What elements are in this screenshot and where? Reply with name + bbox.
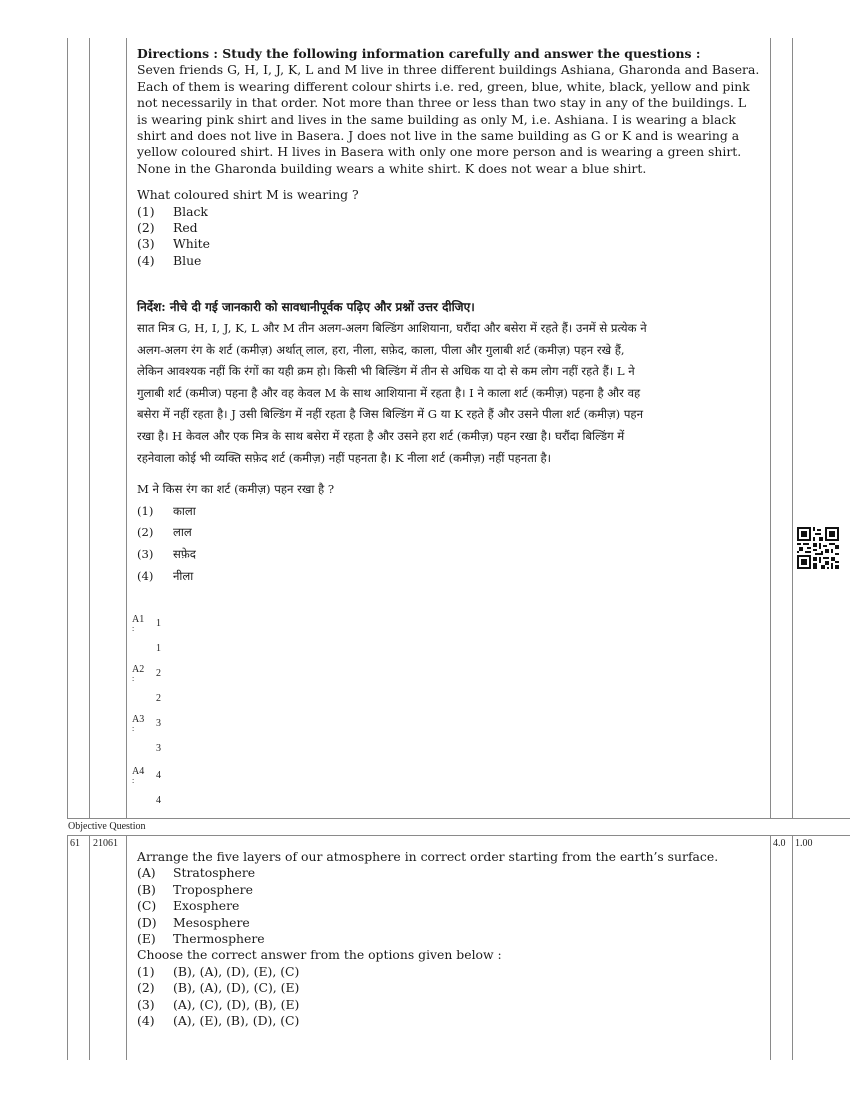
option xyxy=(137,980,769,996)
option xyxy=(137,220,767,236)
question-1-english xyxy=(137,46,767,269)
question-marks: 4.0 xyxy=(773,838,786,849)
list-item xyxy=(137,865,769,881)
option-number: (1) xyxy=(137,503,154,518)
item-letter: (A) xyxy=(137,865,156,881)
option-text: White xyxy=(173,236,210,252)
option-number: (3) xyxy=(137,546,154,561)
option xyxy=(137,964,769,980)
grid-line xyxy=(770,835,771,1060)
answer-value: 1 xyxy=(156,618,161,629)
list-item xyxy=(137,898,769,914)
section-label: Objective Question xyxy=(68,821,146,832)
option-text: लाल xyxy=(173,525,192,540)
option-text: (B), (A), (D), (E), (C) xyxy=(173,963,300,979)
option-text: Red xyxy=(173,220,198,236)
answer-value: 4 xyxy=(156,795,161,806)
hindi-option xyxy=(137,544,769,566)
option-number: (1) xyxy=(137,203,155,219)
hindi-question-text: M ने किस रंग का शर्ट (कमीज़) पहन रखा है ? xyxy=(137,482,335,497)
grid-line xyxy=(67,835,850,836)
hindi-passage-line: सात मित्र G, H, I, J, K, L और M तीन अलग-अलग बिल्डिंग आशियाना, घरौंदा और बसेरा में रहते हैं। उनमें से प्रत्येक ने xyxy=(137,321,647,335)
question-serial: 61 xyxy=(70,838,80,849)
hindi-option xyxy=(137,522,769,544)
answer-value: 3 xyxy=(156,718,161,729)
hindi-passage-line: गुलाबी शर्ट (कमीज) पहना है और वह केवल M के साथ आशियाना में रहता है। I ने काला शर्ट (कमीज़) पहना है और वह xyxy=(137,385,641,400)
passage-line: not necessarily in that order. Not more than three or less than two stay in any of the buildings. L xyxy=(137,95,747,111)
answer-colon: : xyxy=(132,724,135,733)
grid-line xyxy=(792,835,793,1060)
passage-line: None in the Gharonda building wears a white shirt. K does not wear a blue shirt. xyxy=(137,160,647,176)
question-2 xyxy=(137,849,769,1029)
passage-line: is wearing pink shirt and lives in the same building as only M, i.e. Ashiana. I is wearing a black xyxy=(137,111,736,127)
passage-line: yellow coloured shirt. H lives in Basera with only one more person and is wearing a green shirt. xyxy=(137,144,742,160)
answer-colon: : xyxy=(132,776,135,785)
item-letter: (E) xyxy=(137,931,156,947)
grid-line xyxy=(770,38,771,818)
option-text: (A), (C), (D), (B), (E) xyxy=(173,996,300,1012)
option xyxy=(137,204,767,220)
question-negative-marks: 1.00 xyxy=(795,838,813,849)
answer-label: A2 xyxy=(132,664,145,675)
item-letter: (C) xyxy=(137,898,157,914)
item-text: Thermosphere xyxy=(173,931,265,947)
list-item xyxy=(137,931,769,947)
qr-code-icon xyxy=(797,527,839,569)
item-letter: (D) xyxy=(137,914,157,930)
question-id: 21061 xyxy=(93,838,118,849)
grid-line xyxy=(67,818,850,819)
answer-colon: : xyxy=(132,624,135,633)
grid-line xyxy=(792,38,793,818)
option-text: Black xyxy=(173,203,208,219)
option-text: सफ़ेद xyxy=(173,546,196,561)
option-text: नीला xyxy=(173,568,194,583)
answer-label: A1 xyxy=(132,614,145,625)
option-number: (3) xyxy=(137,236,155,252)
option-number: (3) xyxy=(137,996,155,1012)
answer-value: 4 xyxy=(156,770,161,781)
option-number: (2) xyxy=(137,980,155,996)
item-letter: (B) xyxy=(137,881,156,897)
answer-colon: : xyxy=(132,674,135,683)
option-text: (B), (A), (D), (C), (E) xyxy=(173,980,300,996)
option-number: (1) xyxy=(137,963,155,979)
hindi-directions-title: निर्देश: नीचे दी गई जानकारी को सावधानीपूर्वक पढ़िए और प्रश्नों उत्तर दीजिए। xyxy=(137,300,475,314)
option-text: काला xyxy=(173,503,196,518)
answer-value: 2 xyxy=(156,693,161,704)
question-text: What coloured shirt M is wearing ? xyxy=(137,187,359,203)
hindi-passage-line: रखा है। H केवल और एक मित्र के साथ बसेरा में रहता है और उसने हरा शर्ट (कमीज़) पहन रखा है। घरौंदा बिल्डिंग में xyxy=(137,428,625,443)
option xyxy=(137,253,767,269)
item-text: Exosphere xyxy=(173,898,240,914)
hindi-option xyxy=(137,501,769,523)
passage-line: Each of them is wearing different colour shirts i.e. red, green, blue, white, black, yellow and pink xyxy=(137,78,750,94)
grid-line xyxy=(89,835,90,1060)
hindi-passage-line: लेकिन आवश्यक नहीं कि रंगों का यही क्रम हो। किसी भी बिल्डिंग में तीन से अधिक या दो से कम लोग नहीं रहते हैं। L ने xyxy=(137,364,635,379)
list-item xyxy=(137,915,769,931)
hindi-passage-line: अलग-अलग रंग के शर्ट (कमीज़) अर्थात् लाल, हरा, नीला, सफ़ेद, काला, पीला और गुलाबी शर्ट (कमीज़) पहन रखे हैं, xyxy=(137,342,625,357)
hindi-option xyxy=(137,566,769,588)
question-1-hindi xyxy=(137,296,769,587)
answer-value: 2 xyxy=(156,668,161,679)
item-text: Mesosphere xyxy=(173,914,250,930)
answer-label: A4 xyxy=(132,766,145,777)
answer-value: 1 xyxy=(156,643,161,654)
passage-line: Seven friends G, H, I, J, K, L and M live in three different buildings Ashiana, Gharonda and Basera. xyxy=(137,62,760,78)
option-number: (4) xyxy=(137,1013,155,1029)
grid-line xyxy=(126,38,127,818)
hindi-passage-line: बसेरा में नहीं रहता है। J उसी बिल्डिंग में नहीं रहता है जिस बिल्डिंग में G या K रहते हैं और उसने पीला शर्ट (कमीज़) पहन xyxy=(137,407,644,422)
option-number: (4) xyxy=(137,568,154,583)
option xyxy=(137,1013,769,1029)
item-text: Troposphere xyxy=(173,881,253,897)
option-number: (2) xyxy=(137,220,155,236)
list-item xyxy=(137,882,769,898)
hindi-passage-line: रहनेवाला कोई भी व्यक्ति सफ़ेद शर्ट (कमीज़) नहीं पहनता है। K नीला शर्ट (कमीज़) नहीं पहनता है। xyxy=(137,450,552,465)
instruction-text: Choose the correct answer from the options given below : xyxy=(137,947,502,963)
option xyxy=(137,997,769,1013)
answer-label: A3 xyxy=(132,714,145,725)
question-text: Arrange the five layers of our atmosphere in correct order starting from the earth’s surface. xyxy=(137,849,719,864)
grid-line xyxy=(67,835,68,1060)
option-number: (2) xyxy=(137,525,154,540)
grid-line xyxy=(126,835,127,1060)
passage-line: shirt and does not live in Basera. J does not live in the same building as G or K and is wearing a xyxy=(137,128,740,144)
option-text: Blue xyxy=(173,252,202,268)
item-text: Stratosphere xyxy=(173,865,256,881)
option xyxy=(137,236,767,252)
directions-title: Directions : Study the following information carefully and answer the questions : xyxy=(137,46,701,61)
answer-value: 3 xyxy=(156,743,161,754)
grid-line xyxy=(67,38,68,818)
grid-line xyxy=(89,38,90,818)
option-number: (4) xyxy=(137,252,155,268)
option-text: (A), (E), (B), (D), (C) xyxy=(173,1013,300,1029)
